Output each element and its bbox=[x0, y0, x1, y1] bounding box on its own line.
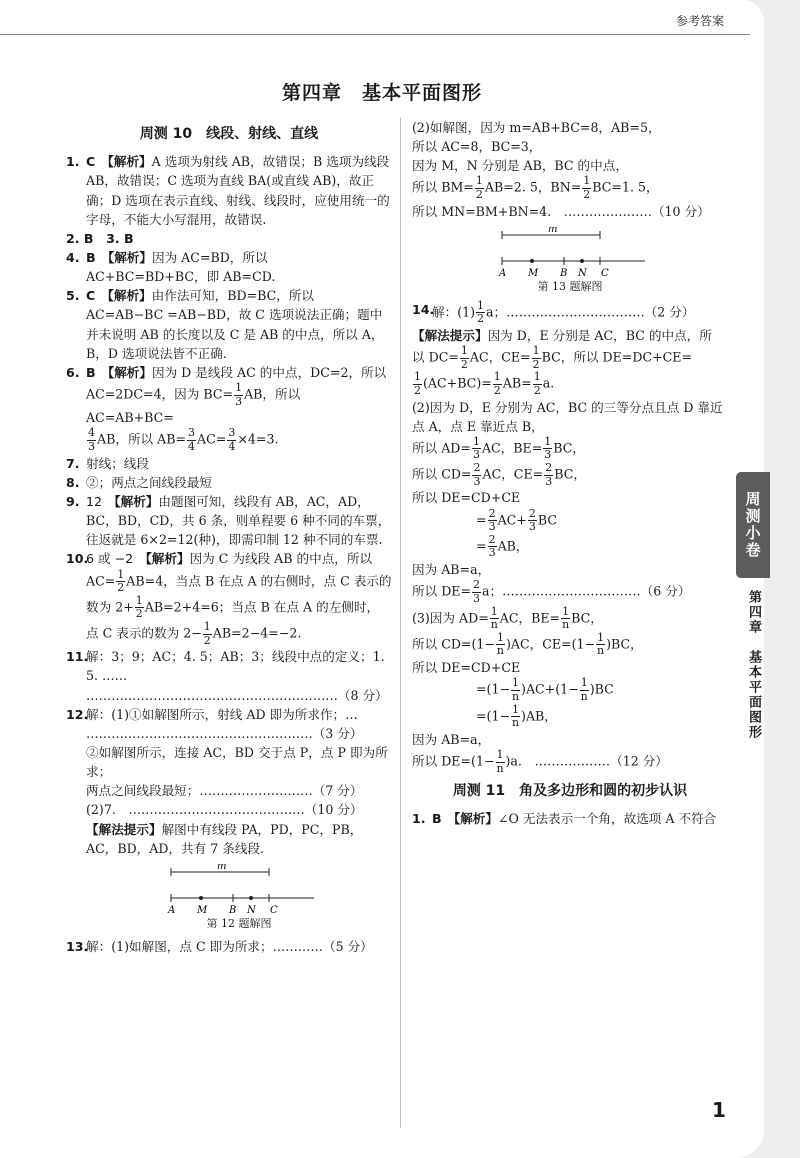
label-b: B bbox=[229, 904, 237, 916]
item-text: 所以 DE=CD+CE bbox=[412, 490, 521, 506]
segment-diagram bbox=[490, 227, 650, 279]
fraction: $\frac{1}{3}$ bbox=[472, 434, 480, 462]
fraction: $\frac{2}{3}$ bbox=[473, 461, 481, 488]
item-text: 因为 AC=BD，所以 AC+BC=BD+BC，即 AB=CD. bbox=[86, 249, 276, 285]
item-answer: 6 或 −2 bbox=[86, 551, 134, 567]
item-text: 数为 2+ bbox=[86, 599, 134, 615]
item-text: AC= bbox=[86, 573, 116, 589]
item-number: 11. bbox=[66, 649, 89, 665]
label-m: m bbox=[217, 863, 227, 872]
item-text: AB=4，当点 B 在点 A 的右侧时，点 C 表示的 bbox=[126, 573, 392, 589]
item-text: (2)如解图，因为 m=AB+BC=8，AB=5， bbox=[412, 120, 661, 135]
answer-item-9 bbox=[66, 492, 392, 549]
analysis-tag: 【解析】 bbox=[108, 493, 159, 509]
fraction: $\frac{1}{3}$ bbox=[235, 380, 243, 408]
fraction: $\frac{1}{2}$ bbox=[532, 343, 540, 371]
fraction: $\frac{3}{4}$ bbox=[228, 426, 236, 454]
fraction: $\frac{1}{2}$ bbox=[493, 370, 501, 397]
figure-q13 bbox=[412, 227, 728, 296]
left-column bbox=[66, 118, 392, 956]
label-n: N bbox=[247, 904, 256, 916]
section-tab: 周测小卷 bbox=[736, 472, 770, 578]
page-number: 1 bbox=[712, 1098, 726, 1122]
item-text: AC=2DC=4，因为 BC= bbox=[86, 386, 234, 402]
fraction: $\frac{1}{n}$ bbox=[562, 604, 570, 632]
analysis-tag: 【解析】 bbox=[447, 811, 498, 827]
solution-hint-tag: 【解法提示】 bbox=[86, 821, 162, 837]
item-number: 5. bbox=[66, 288, 80, 304]
item-text: (2)因为 D，E 分别为 AC，BC 的三等分点且点 D 靠近点 A，点 E 靠近点 B， bbox=[412, 399, 723, 434]
item-text: ②；两点之间线段最短 bbox=[86, 474, 212, 490]
label-c: C bbox=[601, 267, 609, 279]
item-text-line: 所以 DE=(1− $\frac{1}{n}$ )a. ………………（12 分） bbox=[412, 747, 668, 775]
item-answer: C bbox=[86, 154, 96, 170]
answer-item-10 bbox=[66, 549, 392, 647]
item-answer: B bbox=[432, 811, 442, 827]
item-text-line: =(1− $\frac{1}{n}$ )AC+(1− $\frac{1}{n}$ )BC bbox=[476, 676, 614, 703]
answer-item-11-1 bbox=[412, 809, 728, 828]
analysis-tag: 【解析】 bbox=[101, 288, 152, 304]
header-rule bbox=[0, 34, 750, 35]
item-text: 解图中有线段 PA，PD，PC，PB，AC，BD，AD，共有 7 条线段. bbox=[86, 821, 363, 856]
answer-item-1 bbox=[66, 152, 392, 229]
item-number: 14. bbox=[412, 301, 435, 317]
answer-item-7 bbox=[66, 454, 392, 473]
item-text: 解：3；9；AC；4. 5；AB；3；线段中点的定义；1. 5. …… bbox=[86, 649, 385, 684]
item-text: AB，所以 AB= bbox=[97, 432, 187, 448]
label-c: C bbox=[270, 904, 278, 916]
fraction: $\frac{1}{2}$ bbox=[583, 174, 591, 202]
label-a: A bbox=[168, 904, 176, 916]
item-text: 解：(1)如解图，点 C 即为所求；…………（5 分） bbox=[86, 938, 373, 954]
answer-item-4 bbox=[66, 248, 392, 286]
item-text-line: 所以 AD= $\frac{1}{3}$ AC，BE= $\frac{1}{3}$ BC， bbox=[412, 434, 585, 462]
item-text: 因为 AB=a， bbox=[412, 731, 491, 747]
item-text: 解：(1)①如解图所示，射线 AD 即为所求作；… bbox=[86, 706, 358, 722]
label-m: m bbox=[548, 226, 558, 235]
fraction: $\frac{2}{3}$ bbox=[545, 461, 553, 488]
fraction: $\frac{2}{3}$ bbox=[473, 578, 481, 605]
chapter-title: 第四章 基本平面图形 bbox=[281, 82, 482, 104]
fraction: $\frac{1}{n}$ bbox=[511, 702, 520, 730]
analysis-tag: 【解析】 bbox=[101, 249, 152, 265]
item-text: 因为 C 为线段 AB 的中点，所以 bbox=[189, 551, 373, 567]
item-text: AB=2+4=6；当点 B 在点 A 的左侧时， bbox=[144, 599, 380, 615]
figure-caption: 第 13 题解图 bbox=[537, 279, 603, 293]
item-text: AB=2−4=−2. bbox=[212, 625, 302, 641]
item-text: ×4=3. bbox=[237, 432, 279, 448]
item-text-line: =(1− $\frac{1}{n}$ )AB， bbox=[476, 702, 557, 730]
answer-item-14: 14. 解：(1) $\frac{1}{2}$ a；……………………………（2 分） bbox=[412, 298, 695, 326]
item-text: 射线；线段 bbox=[86, 455, 149, 471]
answer-item-11 bbox=[66, 647, 392, 704]
fraction: $\frac{1}{3}$ bbox=[544, 434, 552, 462]
item-text: 点 C 表示的数为 2− bbox=[86, 625, 202, 641]
item-text-line: 所以 DE= $\frac{2}{3}$ a；……………………………（6 分） bbox=[412, 578, 691, 605]
item-text: 由题图可知，线段有 AB，AC，AD，BC，BD，CD，共 6 条，则单程要 6 种不同的车票，往返就是 6×2=12(种)，即需印制 12 种不同的车票. bbox=[86, 493, 391, 548]
section-title-11: 周测 11 角及多边形和圆的初步认识 bbox=[452, 783, 688, 800]
header-reference-label: 参考答案 bbox=[675, 14, 724, 28]
answer-item-6 bbox=[66, 363, 392, 454]
solution-hint: 【解法提示】因为 D，E 分别是 AC，BC 的中点，所 以 DC= $\frac{1}{2}$ AC，CE= $\frac{1}{2}$ BC，所以 DE=DC+CE= $\frac{1}{2}$ (AC+BC)= $\frac{1}{2}$ AB= $\frac{1}{2}$ a. bbox=[412, 327, 712, 397]
item-text: A 选项为射线 AB，故错误；B 选项为线段 AB，故错误；C 选项为直线 BA(或直线 AB)，故正确；D 选项在表示直线、射线、线段时，应使用统一的字母，不能大小写混用，故错误. bbox=[86, 154, 390, 227]
item-text: ∠O 无法表示一个角，故选项 A 不符合 bbox=[497, 811, 717, 827]
item-text: 因为 D 是线段 AC 的中点，DC=2，所以 bbox=[151, 364, 387, 380]
fraction: $\frac{1}{2}$ bbox=[203, 620, 211, 647]
item-text: 因为 M，N 分别是 AB，BC 的中点， bbox=[412, 158, 628, 174]
fraction: $\frac{2}{3}$ bbox=[528, 506, 536, 534]
fraction: $\frac{1}{2}$ bbox=[475, 174, 483, 202]
item-text-line: 所以 CD=(1− $\frac{1}{n}$ )AC，CE=(1− $\frac{1}{n}$ )BC， bbox=[412, 630, 643, 658]
item-text-line: 所以 BM= $\frac{1}{2}$ AB=2. 5，BN= $\frac{1}{2}$ BC=1. 5， bbox=[412, 174, 659, 202]
item-text-line: = $\frac{2}{3}$ AB， bbox=[476, 532, 529, 560]
item-text: 因为 AB=a， bbox=[412, 562, 491, 578]
item-text: ②如解图所示，连接 AC，BD 交于点 P，点 P 即为所求； bbox=[86, 745, 388, 780]
label-b: B bbox=[560, 267, 568, 279]
label-m-point: M bbox=[197, 904, 208, 916]
fraction: $\frac{1}{n}$ bbox=[597, 630, 605, 658]
fraction: $\frac{2}{3}$ bbox=[488, 506, 496, 534]
item-text-line: (3)因为 AD= $\frac{1}{n}$ AC，BE= $\frac{1}{n}$ BC， bbox=[412, 604, 603, 632]
item-text: ………………………………………………（3 分） bbox=[86, 725, 363, 741]
analysis-tag: 【解析】 bbox=[101, 154, 152, 170]
fraction: $\frac{1}{2}$ bbox=[460, 343, 468, 371]
fraction: $\frac{1}{2}$ bbox=[135, 593, 143, 621]
item-answer: 12 bbox=[86, 493, 103, 509]
fraction: $\frac{2}{3}$ bbox=[488, 532, 496, 560]
answer-item-5 bbox=[66, 286, 392, 363]
item-number: 1. bbox=[412, 811, 426, 827]
item-number: 1. bbox=[66, 154, 80, 170]
item-number: 6. bbox=[66, 364, 80, 380]
label-a: A bbox=[499, 267, 507, 279]
fraction: $\frac{4}{3}$ bbox=[88, 426, 95, 454]
item-number: 8. bbox=[66, 474, 80, 490]
column-divider bbox=[400, 118, 401, 1128]
fraction: $\frac{1}{2}$ bbox=[117, 567, 125, 595]
item-text: ……………………………………………………（8 分） bbox=[86, 687, 388, 703]
item-number: 13. bbox=[66, 938, 89, 954]
fraction: $\frac{1}{2}$ bbox=[414, 370, 421, 397]
label-m-point: M bbox=[528, 267, 539, 279]
item-answer: B bbox=[86, 249, 96, 265]
item-number: 9. bbox=[66, 493, 80, 509]
item-text-line: = $\frac{2}{3}$ AC+ $\frac{2}{3}$ BC bbox=[476, 506, 557, 534]
item-text: 所以 MN=BM+BN=4. …………………（10 分） bbox=[412, 203, 710, 219]
solution-hint-tag: 【解法提示】 bbox=[412, 327, 488, 343]
fraction: $\frac{1}{2}$ bbox=[477, 298, 485, 326]
item-answer: B bbox=[86, 364, 96, 380]
fraction: $\frac{1}{n}$ bbox=[496, 747, 504, 775]
item-number: 12. bbox=[66, 706, 89, 722]
analysis-tag: 【解析】 bbox=[101, 364, 152, 380]
chapter-side-label: 第四章 基本平面图形 bbox=[746, 590, 761, 740]
answer-item-8 bbox=[66, 473, 392, 492]
segment-diagram bbox=[159, 864, 319, 916]
fraction: $\frac{1}{n}$ bbox=[496, 630, 505, 658]
figure-caption: 第 12 题解图 bbox=[206, 916, 272, 930]
item-text: 由作法可知，BD=BC，所以 AC=AB−BC =AB−BD，故 C 选项说法正确；题中并未说明 AB 的长度以及 C 是 AB 的中点，所以 A，B，D 选项说法皆不正确. bbox=[86, 288, 384, 361]
item-text: 所以 DE=CD+CE bbox=[412, 660, 521, 676]
item-number: 10. bbox=[66, 551, 89, 567]
item-text: AC= bbox=[197, 432, 227, 448]
fraction: $\frac{1}{n}$ bbox=[490, 604, 498, 632]
item-text: 两点之间线段最短；………………………（7 分） bbox=[86, 783, 363, 799]
item-text: AB，所以 AC=AB+BC= bbox=[86, 386, 301, 426]
figure-q12 bbox=[86, 864, 392, 933]
fraction: $\frac{1}{n}$ bbox=[511, 676, 520, 703]
right-column bbox=[412, 118, 728, 829]
answer-item-2-3: 2. B 3. B bbox=[66, 230, 134, 246]
item-number: 7. bbox=[66, 455, 80, 471]
item-text-line: 所以 CD= $\frac{2}{3}$ AC，CE= $\frac{2}{3}$ BC， bbox=[412, 461, 586, 488]
fraction: $\frac{1}{2}$ bbox=[533, 370, 541, 397]
item-text: (2)7. ……………………………………（10 分） bbox=[86, 802, 363, 818]
section-title-10: 周测 10 线段、射线、直线 bbox=[139, 126, 319, 142]
fraction: $\frac{3}{4}$ bbox=[188, 426, 196, 454]
answer-item-12 bbox=[66, 705, 392, 933]
item-answer: C bbox=[86, 288, 96, 304]
item-text: 所以 AC=8，BC=3， bbox=[412, 139, 542, 155]
analysis-tag: 【解析】 bbox=[139, 551, 190, 567]
answer-item-13 bbox=[66, 937, 392, 956]
label-n: N bbox=[578, 267, 587, 279]
item-number: 4. bbox=[66, 249, 80, 265]
fraction: $\frac{1}{n}$ bbox=[580, 676, 588, 703]
